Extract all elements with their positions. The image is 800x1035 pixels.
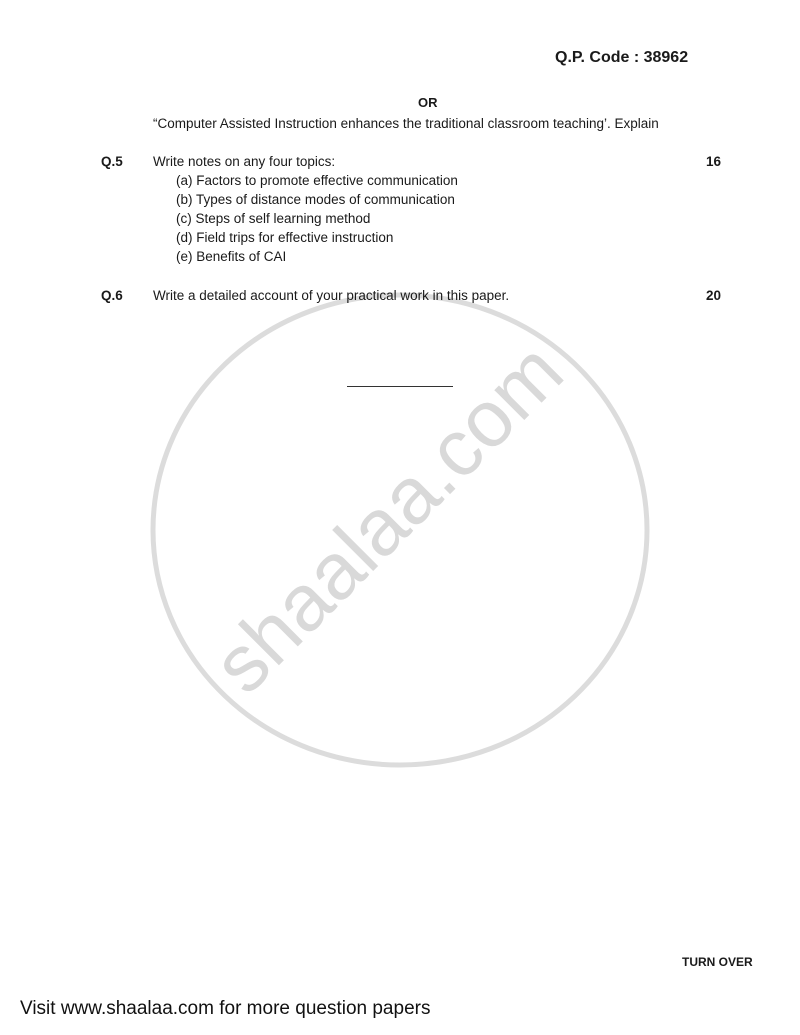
- topic-item: (d) Field trips for effective instruction: [176, 230, 394, 245]
- question-marks: 20: [706, 288, 722, 303]
- topic-item: (b) Types of distance modes of communication: [176, 192, 455, 207]
- topic-item: (a) Factors to promote effective communication: [176, 173, 458, 188]
- watermark-text: shaalaa.com: [195, 325, 580, 710]
- site-footer-notice: Visit www.shaalaa.com for more question papers: [20, 998, 431, 1019]
- question-number: Q.6: [101, 288, 123, 303]
- topic-item: (e) Benefits of CAI: [176, 249, 287, 264]
- qp-code: Q.P. Code : 38962: [555, 49, 689, 66]
- question-text: Write notes on any four topics:: [153, 154, 336, 169]
- question-marks: 16: [706, 154, 722, 169]
- turn-over-label: TURN OVER: [682, 955, 753, 969]
- end-of-paper-rule: [347, 386, 453, 387]
- or-label: OR: [418, 95, 438, 110]
- topic-item: (c) Steps of self learning method: [176, 211, 371, 226]
- alternative-question-text: “Computer Assisted Instruction enhances the traditional classroom teaching’. Explain: [153, 116, 659, 131]
- watermark-circle: [153, 295, 647, 765]
- question-text: Write a detailed account of your practical work in this paper.: [153, 288, 510, 303]
- question-number: Q.5: [101, 154, 123, 169]
